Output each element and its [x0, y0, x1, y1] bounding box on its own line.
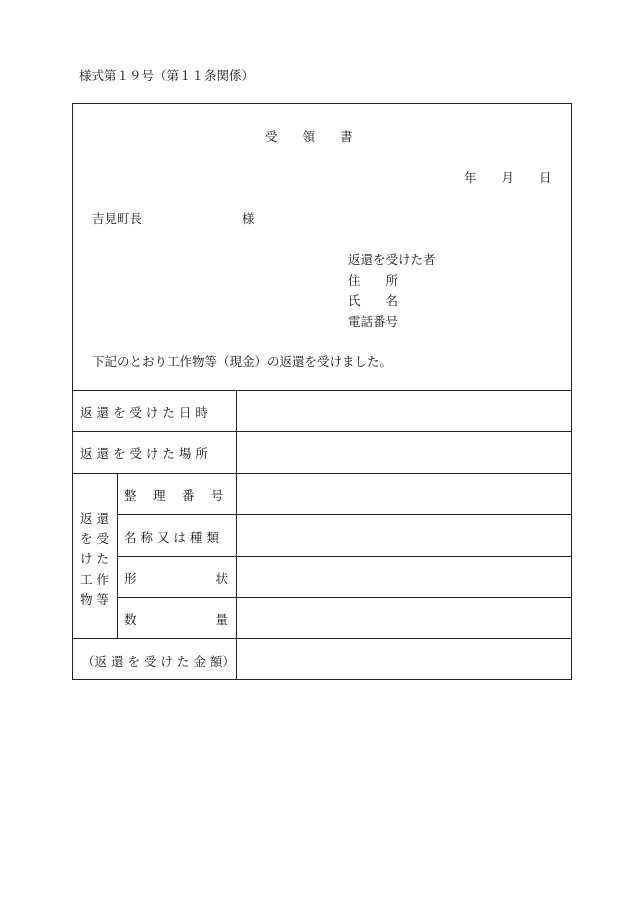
recipient-address-label: 住 所	[348, 273, 399, 288]
recipient-phone-label: 電話番号	[348, 314, 399, 329]
form-number: 様式第１９号（第１１条関係）	[79, 68, 255, 83]
recipient-name-label: 氏 名	[348, 293, 399, 308]
structures-group-label-line5: 物 等	[80, 592, 109, 607]
table-divider	[117, 556, 572, 557]
statement: 下記のとおり工作物等（現金）の返還を受けました。	[92, 354, 393, 369]
returned-place-label: 返 還 を 受 け た 場 所	[80, 446, 208, 461]
table-divider	[72, 390, 572, 391]
table-column-divider	[236, 390, 237, 680]
date-line: 年 月 日	[464, 170, 552, 185]
structures-group-label-line3: け た	[80, 551, 109, 566]
table-divider	[117, 597, 572, 598]
recipient-heading: 返還を受けた者	[348, 252, 436, 267]
quantity-label: 数 量	[124, 612, 228, 627]
structures-group-label-line2: を 受	[80, 531, 109, 546]
table-divider	[72, 638, 572, 639]
document-title: 受 領 書	[265, 129, 353, 144]
table-divider	[72, 431, 572, 432]
table-column-divider	[117, 473, 118, 638]
returned-amount-label: （返 還 を 受 け た 金 額）	[82, 654, 235, 669]
shape-label: 形 状	[124, 571, 228, 586]
table-divider	[117, 514, 572, 515]
structures-group-label-line4: 工 作	[80, 572, 109, 587]
receipt-form-frame	[72, 103, 572, 680]
serial-number-label: 整 理 番 号	[124, 488, 224, 503]
table-divider	[72, 473, 572, 474]
structures-group-label-line1: 返 還	[80, 511, 109, 526]
name-or-type-label: 名 称 又 は 種 類	[124, 530, 219, 545]
returned-datetime-label: 返 還 を 受 け た 日 時	[80, 405, 208, 420]
addressee: 吉見町長 様	[92, 211, 255, 226]
